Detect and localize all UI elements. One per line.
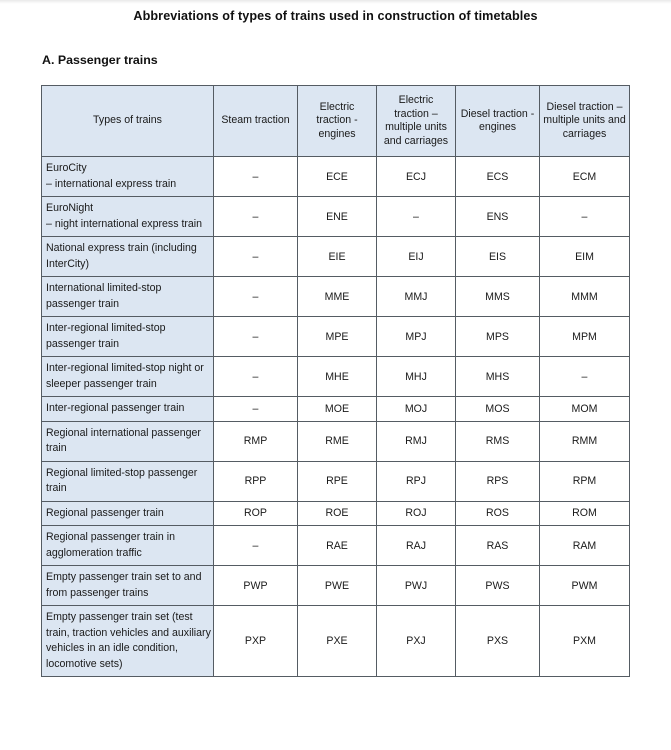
electric-multiple-unit-code: RMJ <box>377 421 456 461</box>
diesel-engine-code: MOS <box>456 397 540 422</box>
electric-multiple-unit-code: PXJ <box>377 606 456 677</box>
table-header-row <box>42 86 630 157</box>
train-type-label: Regional passenger train <box>42 501 214 526</box>
table-body <box>42 157 630 677</box>
electric-engine-code: MHE <box>298 357 377 397</box>
train-type-label: Empty passenger train set to and from passenger trains <box>42 566 214 606</box>
electric-multiple-unit-code: RPJ <box>377 461 456 501</box>
train-type-label: Regional passenger train in agglomeration traffic <box>42 526 214 566</box>
table-row <box>42 606 630 677</box>
train-abbreviations-table <box>41 85 630 677</box>
table-container <box>0 68 671 677</box>
steam-traction-code: – <box>214 397 298 422</box>
steam-traction-code: RPP <box>214 461 298 501</box>
diesel-multiple-unit-code: EIM <box>540 237 630 277</box>
column-header-diesel-traction-engines: Diesel traction - engines <box>456 86 540 157</box>
diesel-engine-code: PXS <box>456 606 540 677</box>
steam-traction-code: – <box>214 197 298 237</box>
diesel-engine-code: MHS <box>456 357 540 397</box>
diesel-engine-code: RPS <box>456 461 540 501</box>
steam-traction-code: – <box>214 357 298 397</box>
train-type-label: EuroCity – international express train <box>42 157 214 197</box>
electric-multiple-unit-code: EIJ <box>377 237 456 277</box>
electric-multiple-unit-code: PWJ <box>377 566 456 606</box>
steam-traction-code: PWP <box>214 566 298 606</box>
column-header-diesel-traction-multiple-units: Diesel traction – multiple units and carriages <box>540 86 630 157</box>
train-type-label: Regional limited-stop passenger train <box>42 461 214 501</box>
table-row <box>42 566 630 606</box>
electric-multiple-unit-code: RAJ <box>377 526 456 566</box>
electric-multiple-unit-code: MMJ <box>377 277 456 317</box>
table-row <box>42 277 630 317</box>
electric-engine-code: ROE <box>298 501 377 526</box>
electric-multiple-unit-code: ECJ <box>377 157 456 197</box>
diesel-engine-code: RMS <box>456 421 540 461</box>
electric-engine-code: PXE <box>298 606 377 677</box>
diesel-engine-code: RAS <box>456 526 540 566</box>
train-type-label: International limited-stop passenger train <box>42 277 214 317</box>
steam-traction-code: RMP <box>214 421 298 461</box>
diesel-multiple-unit-code: RPM <box>540 461 630 501</box>
table-row <box>42 526 630 566</box>
electric-engine-code: MPE <box>298 317 377 357</box>
diesel-multiple-unit-code: – <box>540 357 630 397</box>
diesel-multiple-unit-code: MOM <box>540 397 630 422</box>
diesel-engine-code: ROS <box>456 501 540 526</box>
column-header-types-of-trains: Types of trains <box>42 86 214 157</box>
train-type-label: National express train (including InterCity) <box>42 237 214 277</box>
train-type-label: Regional international passenger train <box>42 421 214 461</box>
electric-engine-code: MOE <box>298 397 377 422</box>
diesel-engine-code: ENS <box>456 197 540 237</box>
table-row <box>42 157 630 197</box>
diesel-multiple-unit-code: ROM <box>540 501 630 526</box>
table-row <box>42 357 630 397</box>
electric-engine-code: ENE <box>298 197 377 237</box>
electric-multiple-unit-code: – <box>377 197 456 237</box>
electric-engine-code: ECE <box>298 157 377 197</box>
electric-multiple-unit-code: MPJ <box>377 317 456 357</box>
table-row <box>42 421 630 461</box>
table-row <box>42 197 630 237</box>
electric-engine-code: RPE <box>298 461 377 501</box>
steam-traction-code: – <box>214 277 298 317</box>
train-type-label: EuroNight – night international express train <box>42 197 214 237</box>
diesel-engine-code: PWS <box>456 566 540 606</box>
table-row <box>42 397 630 422</box>
electric-engine-code: MME <box>298 277 377 317</box>
table-row <box>42 461 630 501</box>
steam-traction-code: PXP <box>214 606 298 677</box>
table-row <box>42 501 630 526</box>
steam-traction-code: – <box>214 317 298 357</box>
diesel-multiple-unit-code: PWM <box>540 566 630 606</box>
diesel-multiple-unit-code: RMM <box>540 421 630 461</box>
electric-engine-code: RAE <box>298 526 377 566</box>
diesel-engine-code: EIS <box>456 237 540 277</box>
diesel-multiple-unit-code: – <box>540 197 630 237</box>
diesel-multiple-unit-code: MMM <box>540 277 630 317</box>
steam-traction-code: – <box>214 237 298 277</box>
diesel-multiple-unit-code: ECM <box>540 157 630 197</box>
electric-engine-code: RME <box>298 421 377 461</box>
train-type-label: Inter-regional passenger train <box>42 397 214 422</box>
diesel-engine-code: MMS <box>456 277 540 317</box>
page-title: Abbreviations of types of trains used in construction of timetables <box>133 9 538 23</box>
train-type-label: Inter-regional limited-stop passenger train <box>42 317 214 357</box>
steam-traction-code: ROP <box>214 501 298 526</box>
steam-traction-code: – <box>214 526 298 566</box>
electric-engine-code: PWE <box>298 566 377 606</box>
electric-engine-code: EIE <box>298 237 377 277</box>
column-header-steam-traction: Steam traction <box>214 86 298 157</box>
table-row <box>42 317 630 357</box>
section-heading-passenger-trains: A. Passenger trains <box>42 53 158 67</box>
diesel-multiple-unit-code: PXM <box>540 606 630 677</box>
column-header-electric-traction-multiple-units: Electric traction – multiple units and carriages <box>377 86 456 157</box>
column-header-electric-traction-engines: Electric traction - engines <box>298 86 377 157</box>
diesel-multiple-unit-code: MPM <box>540 317 630 357</box>
diesel-multiple-unit-code: RAM <box>540 526 630 566</box>
train-type-label: Empty passenger train set (test train, traction vehicles and auxiliary vehicles in an idle condition, locomotive sets) <box>42 606 214 677</box>
train-type-label: Inter-regional limited-stop night or sleeper passenger train <box>42 357 214 397</box>
electric-multiple-unit-code: ROJ <box>377 501 456 526</box>
diesel-engine-code: ECS <box>456 157 540 197</box>
electric-multiple-unit-code: MOJ <box>377 397 456 422</box>
electric-multiple-unit-code: MHJ <box>377 357 456 397</box>
diesel-engine-code: MPS <box>456 317 540 357</box>
table-header <box>42 86 630 157</box>
steam-traction-code: – <box>214 157 298 197</box>
table-row <box>42 237 630 277</box>
